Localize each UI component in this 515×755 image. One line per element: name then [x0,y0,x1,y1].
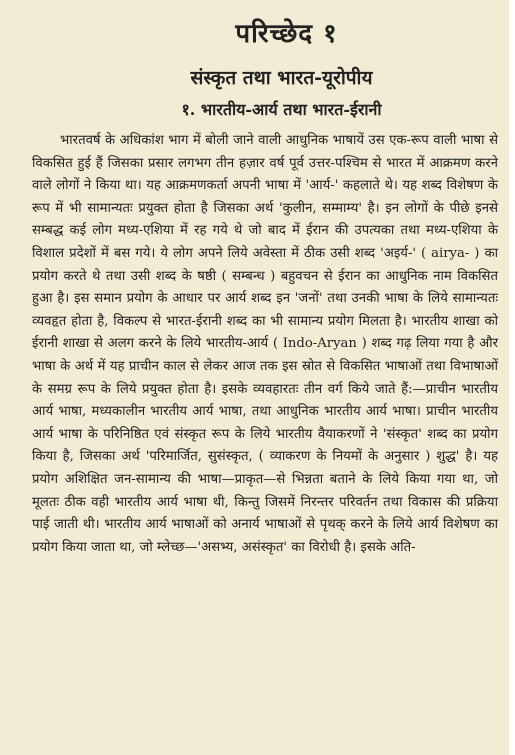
section-title: संस्कृत तथा भारत-यूरोपीय [190,67,373,89]
chapter-heading: परिच्छेद १ [235,19,338,49]
page-edge [509,0,515,755]
body-paragraph: भारतवर्ष के अधिकांश भाग में बोली जाने वाली आधुनिक भाषायें उस एक-रूप वाली भाषा से विकसित हुई हैं जिसका प्रसार लगभग तीन हज़ार वर्ष पूर्व उत्तर-पश्चिम से भारत में आक्रमण करने वाले लोगों ने किया था। यह आक्रमणकर्ता अपनी भाषा में 'आर्य-' कहलाते थे। यह शब्द विशेषण के रूप में भी सामान्यतः प्रयुक्त होता है जिसका अर्थ 'कुलीन, सम्माम्य' है। इन लोगों के पीछे इनसे सम्बद्ध कई लोग मध्य-एशिया में रह गये थे जो बाद में ईरान की उपत्यका तथा मध्य-एशिया के विशाल प्रदेशों में बस गये। ये लोग अपने लिये अवेस्ता में ठीक उसी शब्द 'अइर्य-' ( airya- ) का प्रयोग करते थे तथा उसी शब्द के षष्ठी ( सम्बन्ध ) बहुवचन से ईरान का आधुनिक नाम विकसित हुआ है। इस समान प्रयोग के आधार पर आर्य शब्द इन 'जनों' तथा उनकी भाषा के लिये सामान्यतः व्यवहृत होता है, विकल्प से भारत-ईरानी शब्द का भी सामान्य प्रयोग मिलता है। भारतीय शाखा को ईरानी शाखा से अलग करने के लिये भारतीय-आर्य ( Indo-Aryan ) शब्द गढ़ लिया गया है और भाषा के अर्थ में यह प्राचीन काल से लेकर आज तक इस स्रोत से विकसित भाषाओं तथा विभाषाओं के समग्र रूप के लिये प्रयुक्त होता है। इसके व्यवहारतः तीन वर्ग किये जाते हैं:—प्राचीन भारतीय आर्य भाषा, मध्यकालीन भारतीय आर्य भाषा, तथा आधुनिक भारतीय आर्य भाषा। प्राचीन भारतीय आर्य भाषा के परिनिष्ठित एवं संस्कृत रूप के लिये भारतीय वैयाकरणों ने 'संस्कृत' शब्द का प्रयोग किया है, जिसका अर्थ 'परिमार्जित, सुसंस्कृत, ( व्याकरण के नियमों के अनुसार ) शुद्ध' है। यह प्रयोग अशिक्षित जन-सामान्य की भाषा—प्राकृत—से भिन्नता बताने के लिये किया गया था, जो मूलतः ठीक वही भारतीय आर्य भाषा थी, किन्तु जिसमें निरन्तर परिवर्तन तथा विकास की प्रक्रिया पाई जाती थी। भारतीय आर्य भाषाओं को अनार्य भाषाओं से पृथक् करने के लिये आर्य विशेषण का प्रयोग किया जाता था, जो म्लेच्छ—'असभ्य, असंस्कृत' का विरोधी है। इसके अति- [32,133,498,555]
body-text [32,130,498,559]
subsection-title: १. भारतीय-आर्य तथा भारत-ईरानी [181,100,382,119]
